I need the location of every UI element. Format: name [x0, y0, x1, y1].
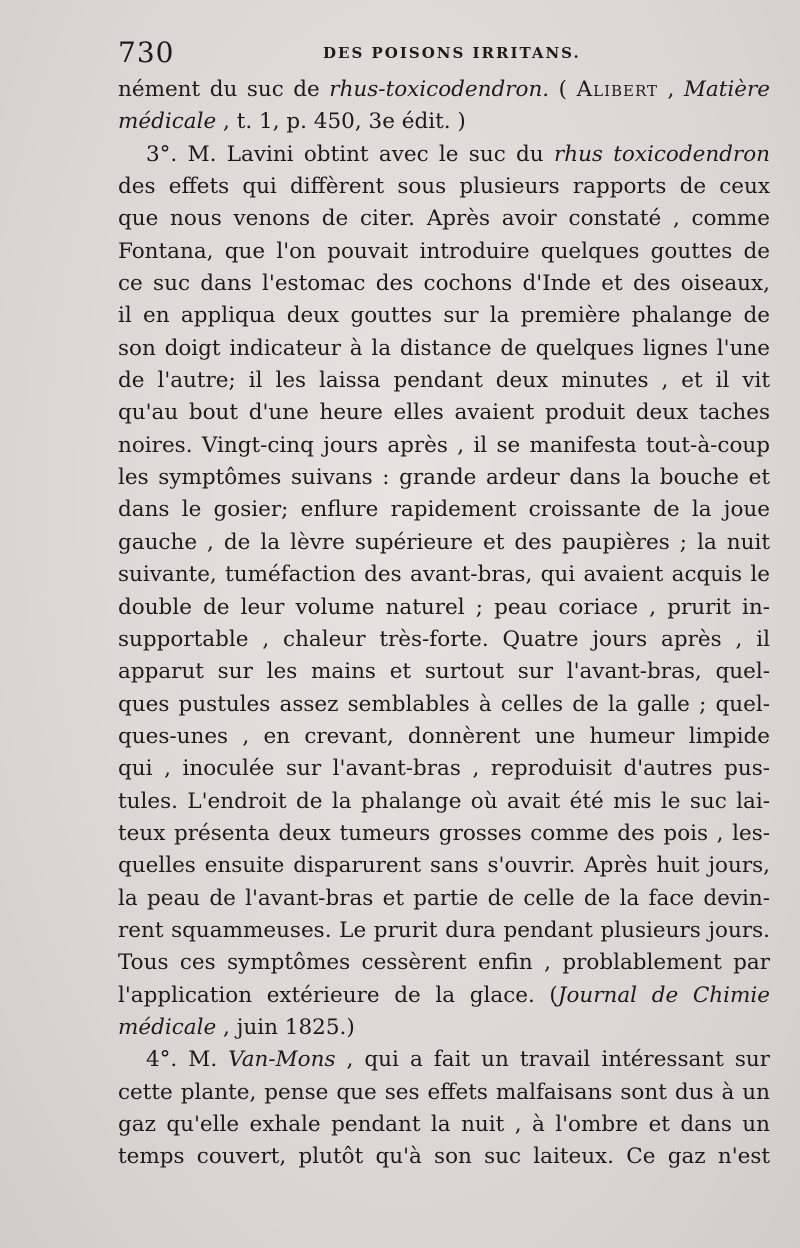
text-line	[118, 786, 770, 818]
text-span: 4°. M.	[146, 1047, 229, 1073]
text-line	[118, 915, 770, 947]
text-line	[118, 656, 770, 688]
running-title: DES POISONS IRRITANS.	[323, 44, 581, 62]
text-span: dans le gosier; enflure rapidement croissante de la joue	[118, 497, 770, 523]
text-span: ques-unes , en crevant, donnèrent une humeur limpide	[118, 723, 770, 749]
text-line	[118, 300, 770, 332]
italic-span: rhus-toxicodendron.	[329, 77, 550, 102]
text-span: cette plante, pense que ses effets malfaisans sont dus à un	[118, 1079, 770, 1105]
text-span: double de leur volume naturel ; peau coriace , prurit in-	[118, 594, 770, 620]
text-line	[118, 689, 770, 721]
text-span: ques pustules assez semblables à celles de la galle ; quel-	[118, 691, 770, 717]
italic-span: Matière	[683, 77, 770, 102]
text-span: qui , inoculée sur l'avant-bras , reproduisit d'autres pus-	[118, 756, 770, 782]
text-span: , juin 1825.)	[216, 1014, 355, 1040]
text-line	[118, 365, 770, 397]
text-span: ,	[658, 77, 684, 102]
text-span: Fontana, que l'on pouvait introduire quelques gouttes de	[118, 238, 770, 264]
italic-span: rhus toxicodendron	[553, 141, 770, 167]
text-line	[118, 592, 770, 624]
text-line	[118, 1077, 770, 1109]
text-line	[118, 462, 770, 494]
text-line	[118, 721, 770, 753]
text-line	[118, 333, 770, 365]
text-span: Tous ces symptômes cessèrent enfin , problablement par	[118, 950, 770, 976]
text-line	[118, 1141, 770, 1173]
text-span: la peau de l'avant-bras et partie de celle de la face devin-	[118, 885, 770, 911]
text-line	[118, 947, 770, 979]
text-span: tules. L'endroit de la phalange où avait été mis le suc lai-	[118, 788, 770, 814]
text-span: apparut sur les mains et surtout sur l'avant-bras, quel-	[118, 659, 770, 685]
text-line	[118, 1109, 770, 1141]
text-span: 3°. M. Lavini obtint avec le suc du	[146, 141, 554, 167]
italic-span: médicale	[118, 1014, 217, 1040]
text-span: ce suc dans l'estomac des cochons d'Inde et des oiseaux,	[118, 271, 770, 297]
text-span: , qui a fait un travail intéressant sur	[335, 1047, 770, 1073]
text-span: quelles ensuite disparurent sans s'ouvrir. Après huit jours,	[118, 853, 770, 879]
text-span: que nous venons de citer. Après avoir constaté , comme	[118, 206, 770, 232]
text-span: nément du suc de	[118, 77, 330, 102]
text-line	[118, 559, 770, 591]
text-line	[118, 74, 770, 106]
text-line	[118, 527, 770, 559]
text-line	[118, 203, 770, 235]
text-span: il en appliqua deux gouttes sur la première phalange de	[118, 303, 770, 329]
text-span: (	[549, 77, 577, 102]
italic-span: Journal de Chimie	[557, 982, 770, 1008]
text-line	[118, 1012, 770, 1044]
text-span: des effets qui diffèrent sous plusieurs rapports de ceux	[118, 174, 770, 200]
text-line	[118, 397, 770, 429]
text-line	[118, 171, 770, 203]
text-span: de l'autre; il les laissa pendant deux minutes , et il vit	[118, 368, 770, 394]
text-span: rent squammeuses. Le prurit dura pendant plusieurs jours.	[118, 917, 770, 943]
italic-span: médicale	[118, 109, 217, 135]
text-line	[118, 980, 770, 1012]
text-line	[118, 624, 770, 656]
text-span: supportable , chaleur très-forte. Quatre jours après , il	[118, 626, 770, 652]
text-span: son doigt indicateur à la distance de quelques lignes l'une	[118, 335, 770, 361]
text-line	[118, 494, 770, 526]
italic-span: Van-Mons	[228, 1047, 336, 1073]
text-span: gauche , de la lèvre supérieure et des paupières ; la nuit	[118, 529, 770, 555]
text-line	[118, 1044, 770, 1076]
text-span: suivante, tuméfaction des avant-bras, qui avaient acquis le	[118, 562, 770, 588]
text-span: , t. 1, p. 450, 3e édit. )	[216, 109, 466, 135]
text-line	[118, 236, 770, 268]
text-line	[118, 753, 770, 785]
text-line	[118, 818, 770, 850]
text-span: Alibert	[576, 77, 659, 102]
text-line	[118, 883, 770, 915]
text-span: teux présenta deux tumeurs grosses comme des pois , les-	[118, 820, 770, 846]
text-line	[118, 139, 770, 171]
text-span: les symptômes suivans : grande ardeur dans la bouche et	[118, 465, 770, 491]
body-text	[118, 74, 770, 1174]
text-span: l'application extérieure de la glace. (	[118, 982, 558, 1008]
text-line	[118, 430, 770, 462]
text-span: qu'au bout d'une heure elles avaient produit deux taches	[118, 400, 770, 426]
page-number: 730	[118, 36, 175, 69]
text-line	[118, 850, 770, 882]
text-line	[118, 268, 770, 300]
page-header	[118, 36, 770, 70]
text-span: temps couvert, plutôt qu'à son suc laiteux. Ce gaz n'est	[118, 1144, 770, 1170]
text-line	[118, 106, 770, 138]
text-span: noires. Vingt-cinq jours après , il se manifesta tout-à-coup	[118, 432, 770, 458]
text-span: gaz qu'elle exhale pendant la nuit , à l'ombre et dans un	[118, 1112, 770, 1137]
